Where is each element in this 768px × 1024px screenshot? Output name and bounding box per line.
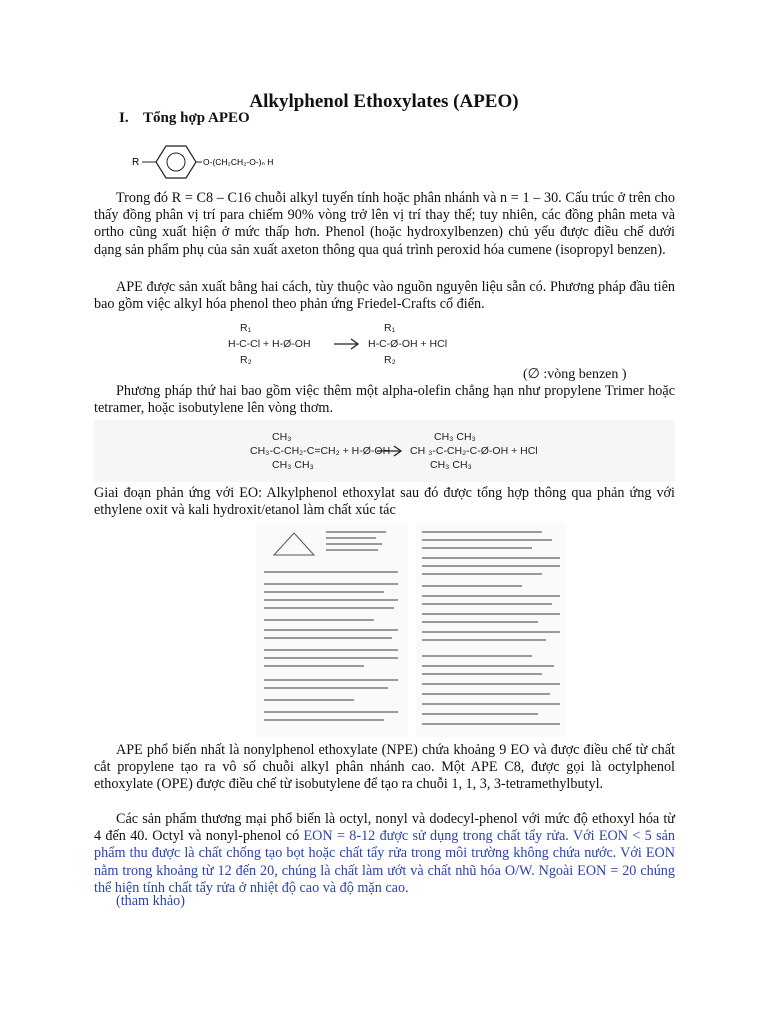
paragraph-1: Trong đó R = C8 – C16 chuỗi alkyl tuyến tính hoặc phân nhánh và n = 1 – 30. Cấu trúc ở trên cho thấy đồng phân vị trí para chiếm 90% vòng trở lên vị trí thay thế; tuy nhiên, các đồng phân meta và ortho cũng xuất hiện ở mức thấp hơn. Phenol (hoặc hydroxylbenzen) chủ yếu được điều chế dưới dạng sản phẩm phụ của sản xuất axeton thông qua quá trình peroxid hóa cumene (isopropyl benzen). xyxy=(94,190,675,258)
section-number: I. xyxy=(119,110,129,126)
figure-right-page xyxy=(416,523,566,737)
paragraph-2: APE được sản xuất bằng hai cách, tùy thuộc vào nguồn nguyên liệu sẵn có. Phương pháp đầu tiên bao gồm việc alkyl hóa phenol theo phản ứng Friedel-Crafts cổ điển. xyxy=(94,279,675,313)
rx2-bottom-right: CH₃ CH₃ xyxy=(430,459,472,471)
r-group-label: R xyxy=(132,157,140,168)
rx2-products: CH ₃-C-CH₂-C-Ø-OH + HCl xyxy=(410,445,538,457)
apeo-structure-figure xyxy=(130,138,290,186)
rx1-r1-right: R₁ xyxy=(384,322,396,334)
benzene-ring-icon xyxy=(156,146,196,178)
rx1-reactants: H-C-Cl + H-Ø-OH xyxy=(228,338,311,350)
reaction-arrow-icon xyxy=(333,337,361,351)
rx1-products: H-C-Ø-OH + HCl xyxy=(368,338,448,350)
paragraph-3: Phương pháp thứ hai bao gồm việc thêm một alpha-olefin chẳng hạn như propylene Trimer hoặc tetramer, hoặc isobutylene lên vòng thơm. xyxy=(94,383,675,417)
rx1-r2-left: R₂ xyxy=(240,354,252,366)
paragraph-4: Giai đoạn phản ứng với EO: Alkylphenol ethoxylat sau đó được tổng hợp thông qua phản ứng với ethylene oxit và kali hydroxit/etanol làm chất xúc tác xyxy=(94,485,675,519)
rx1-r1-left: R₁ xyxy=(240,322,252,334)
reaction-arrow-icon-2 xyxy=(376,444,404,458)
rx2-bottom-left: CH₃ CH₃ xyxy=(272,459,314,471)
benzene-note: (∅ :vòng benzen ) xyxy=(523,367,627,382)
paragraph-6 xyxy=(94,811,675,897)
section-heading xyxy=(119,110,250,127)
ethoxylation-scanned-figure xyxy=(256,519,676,741)
rx2-top-left: CH₃ xyxy=(272,431,292,443)
paragraph-5: APE phổ biến nhất là nonylphenol ethoxylate (NPE) chứa khoảng 9 EO và được điều chế từ chất cắt propylene tạo ra vô số chuỗi alkyl phân nhánh cao. Một APE C8, được gọi là octylphenol ethoxylate (OPE) được điều chế từ isobutylene để tạo ra chuỗi 1, 1, 3, 3-tetramethylbutyl. xyxy=(94,742,675,793)
rx1-r2-right: R₂ xyxy=(384,354,396,366)
ethoxylate-chain-label: O-(CH₂CH₂-O-)ₙ H xyxy=(203,157,274,167)
rx2-reactants: CH₃-C-CH₂-C=CH₂ + H-Ø-OH xyxy=(250,445,391,457)
epoxide-structure-icon xyxy=(264,527,324,563)
paragraph-6-blue: EON = 8-12 được sử dụng trong chất tẩy rửa. Với EON < 5 sản phẩm thu được là chất chống tạo bọt hoặc chất tẩy rửa trong môi trường không chứa nước. Với EON nằm trong khoảng từ 12 đến 20, chúng là chất làm ướt và chất nhũ hóa O/W. Ngoài EON = 20 chúng thể hiện tính chất tẩy rửa ở nhiệt độ cao và độ mặn cao. xyxy=(94,828,675,896)
paragraph-6-black: Các sản phẩm thương mại phổ biến là octyl, nonyl và dodecyl-phenol với mức độ ethoxyl hóa từ 4 đến 40. Octyl và nonyl-phenol có xyxy=(94,811,675,845)
figure-left-page xyxy=(256,523,408,737)
page-title: Alkylphenol Ethoxylates (APEO) xyxy=(249,91,519,112)
section-label: Tổng hợp APEO xyxy=(143,110,250,126)
rx2-top-right: CH₃ CH₃ xyxy=(434,431,476,443)
reference-note: (tham khảo) xyxy=(116,893,185,909)
